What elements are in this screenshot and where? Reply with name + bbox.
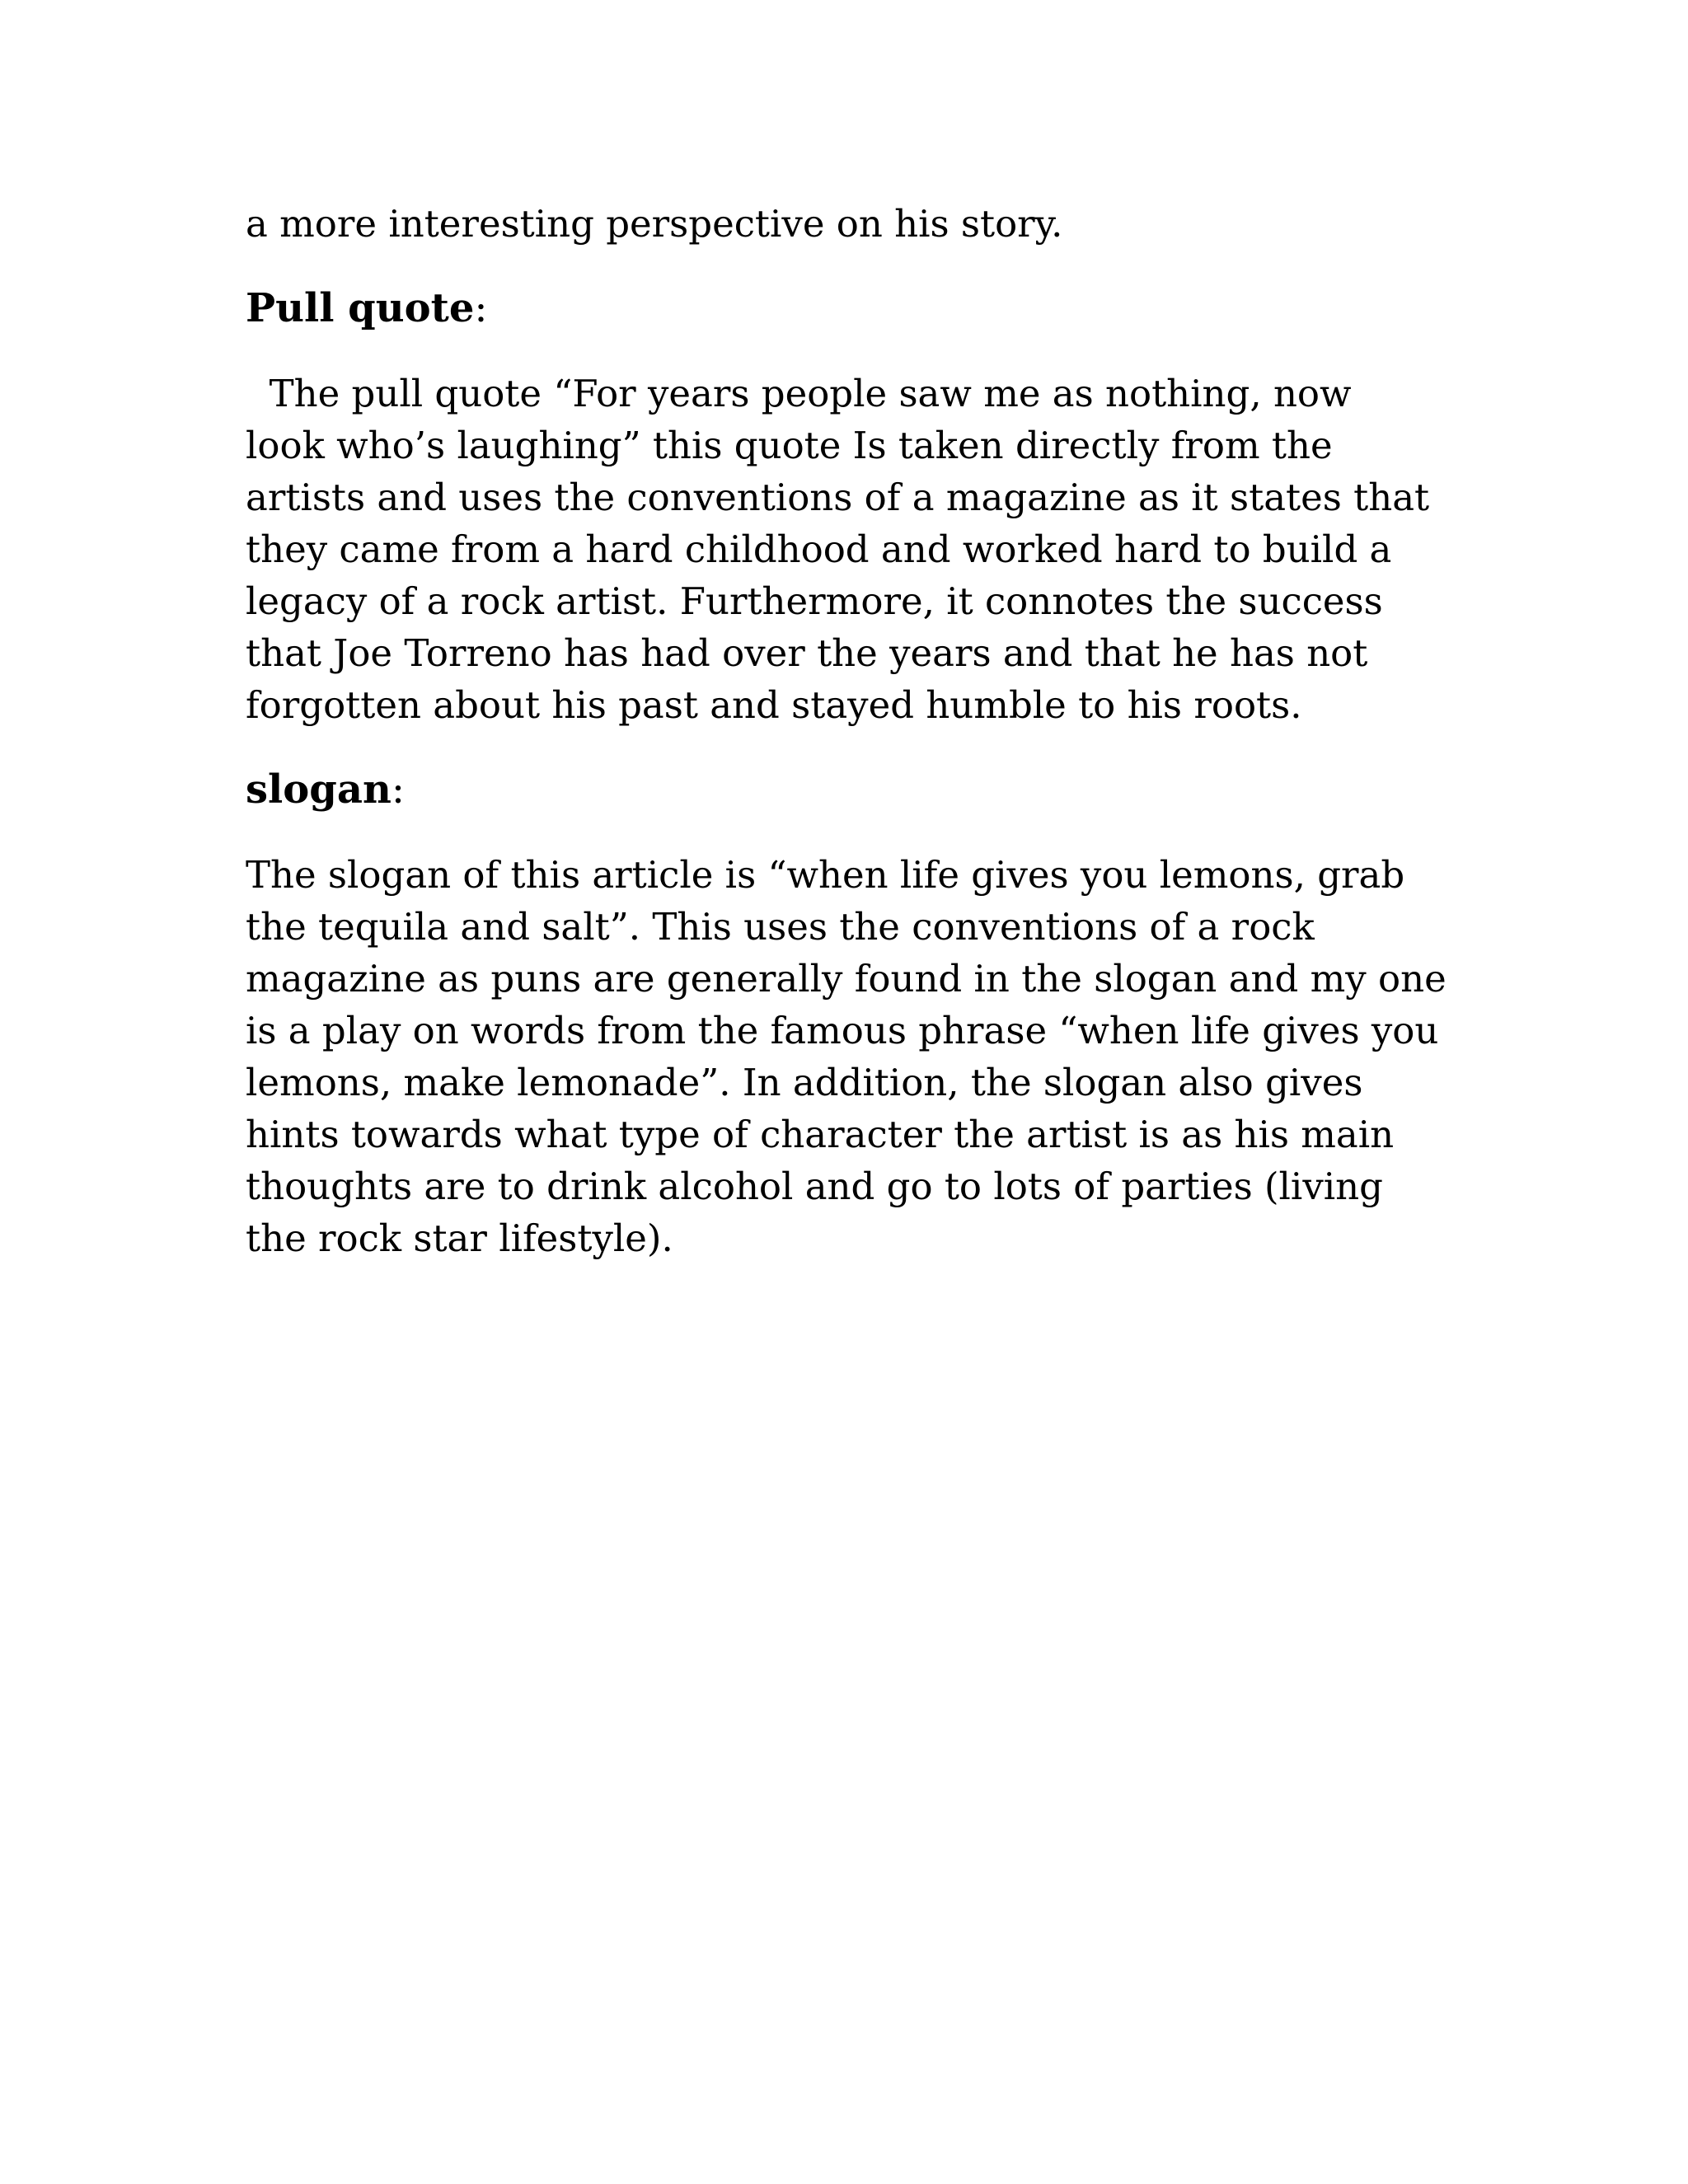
text-line: that Joe Torreno has had over the years and that he has not <box>246 631 1368 675</box>
text-line: the rock star lifestyle). <box>246 1216 673 1260</box>
heading-text: slogan <box>246 766 392 813</box>
text-line: is a play on words from the famous phrase “when life gives you <box>246 1009 1439 1052</box>
pull-quote-paragraph <box>246 368 1449 731</box>
document-body <box>246 198 1449 1264</box>
section-heading-slogan <box>246 764 1449 816</box>
heading-colon: : <box>391 766 406 813</box>
slogan-paragraph <box>246 849 1449 1264</box>
intro-line <box>246 198 1449 250</box>
heading-colon: : <box>474 285 488 331</box>
text-line: thoughts are to drink alcohol and go to lots of parties (living <box>246 1165 1383 1208</box>
text-line: the tequila and salt”. This uses the conventions of a rock <box>246 905 1315 949</box>
text-line: look who’s laughing” this quote Is taken directly from the <box>246 424 1333 467</box>
section-heading-pull-quote <box>246 283 1449 335</box>
text-line: hints towards what type of character the artist is as his main <box>246 1113 1395 1156</box>
text-line: a more interesting perspective on his story. <box>246 202 1063 246</box>
text-line: artists and uses the conventions of a magazine as it states that <box>246 476 1430 519</box>
heading-text: Pull quote <box>246 285 475 331</box>
text-line: they came from a hard childhood and worked hard to build a <box>246 527 1392 571</box>
text-line: The slogan of this article is “when life gives you lemons, grab <box>246 853 1405 897</box>
text-line: The pull quote “For years people saw me as nothing, now <box>246 372 1352 415</box>
text-line: magazine as puns are generally found in the slogan and my one <box>246 957 1447 1001</box>
text-line: lemons, make lemonade”. In addition, the slogan also gives <box>246 1061 1363 1104</box>
text-line: forgotten about his past and stayed humble to his roots. <box>246 683 1302 727</box>
text-line: legacy of a rock artist. Furthermore, it connotes the success <box>246 579 1383 623</box>
